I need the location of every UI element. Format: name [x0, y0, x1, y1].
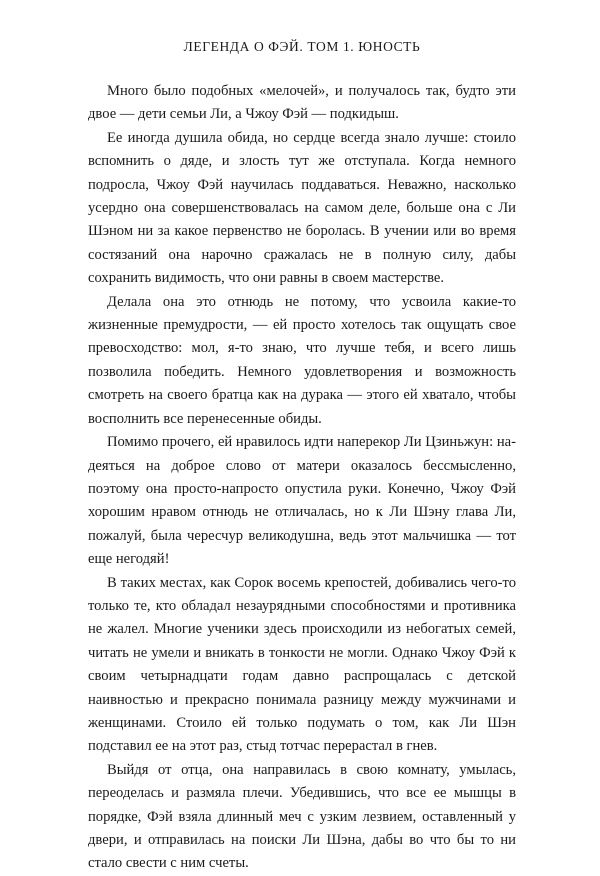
paragraph-6: Выйдя от отца, она направилась в свою комнату, умылась, переоделась и размяла плечи. Убедившись, что все ее мышцы в порядке, Фэй взяла длинный меч с узким лезвием, оставленный у двери, и отправилась на поиски Ли Шэна, дабы во что бы то ни стало свести с ним счеты.	[88, 761, 516, 872]
paragraph-4: Помимо прочего, ей нравилось идти наперекор Ли Цзиньжун: надеяться на доброе слово от матери оказалось бессмысленно, поэтому она просто-напросто опустила руки. Конечно, Чжоу Фэй хорошим нравом отнюдь не отличалась, но к Ли Шэну глава Ли, пожалуй, была чересчур великодушна, ведь этот мальчишка — тот еще негодяй!	[88, 434, 516, 568]
paragraph-1: Много было подобных «мелочей», и получалось так, будто эти двое — дети семьи Ли, а Чжоу Фэй — подкидыш.	[88, 83, 516, 123]
paragraph-3: Делала она это отнюдь не потому, что усвоила какие-то жизненные премудрости, — ей просто хотелось так ощущать свое превосходство: мол, я-то знаю, что лучше тебя, и всего лишь позволила победить. Немного удовлетворения и возможность смотреть на своего братца как на дурака — этого ей хватало, чтобы восполнить все перенесенные обиды.	[88, 293, 516, 427]
body-text	[88, 80, 516, 876]
paragraph-5: В таких местах, как Сорок восемь крепостей, добивались чего-то только те, кто обладал незаурядными способностями и противника не жалел. Многие ученики здесь происходили из небогатых семей, читать не умели и вникать в тонкости не могли. Однако Чжоу Фэй к своим четырнадцати годам давно распрощалась с детской наивностью и прекрасно понимала разницу между мужчинами и женщинами. Стоило ей только подумать о том, как Ли Шэн подставил ее на этот раз, стыд тотчас перерастал в гнев.	[88, 574, 516, 755]
paragraph-2: Ее иногда душила обида, но сердце всегда знало лучше: стоило вспомнить о дяде, и злость тут же отступала. Когда немного подросла, Чжоу Фэй научилась поддаваться. Неважно, насколько усердно она совершенствовалась на самом деле, больше она с Ли Шэном ни за какое первенство не боролась. В учении или во время состязаний она нарочно сражалась не в полную силу, дабы сохранить видимость, что они равны в своем мастерстве.	[88, 129, 516, 287]
running-head: ЛЕГЕНДА О ФЭЙ. ТОМ 1. ЮНОСТЬ	[183, 39, 421, 54]
book-page	[88, 38, 516, 876]
